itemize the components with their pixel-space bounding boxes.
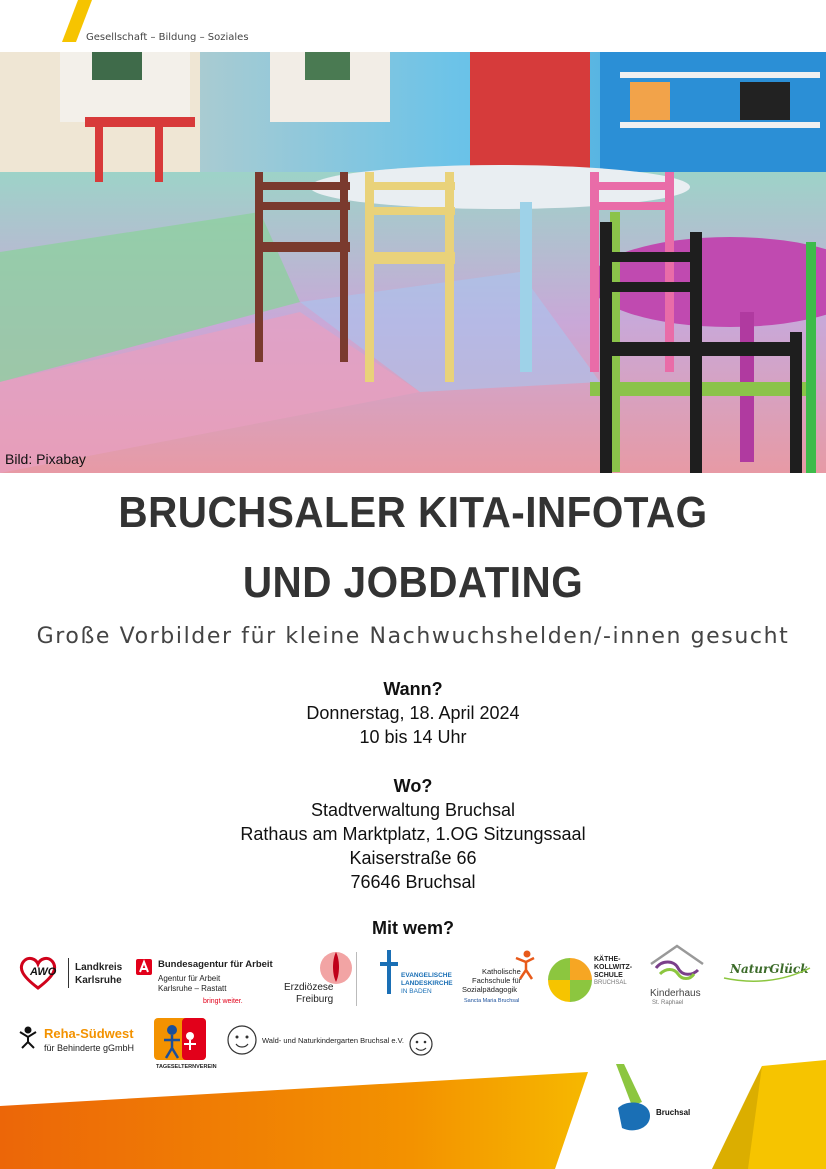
arbeitsagentur-logo <box>136 956 276 1008</box>
kinderhaus-logo <box>646 944 708 1008</box>
katholisch-line3: Sozialpädagogik <box>462 985 518 994</box>
reha-line1: Reha-Südwest <box>44 1026 134 1041</box>
venue-room: Rathaus am Marktplatz, 1.OG Sitzungssaal <box>240 824 586 844</box>
title-line-2: UND JOBDATING <box>242 558 584 607</box>
arbeitsagentur-sub1: Agentur für Arbeit <box>158 974 221 983</box>
title-line-1: BRUCHSALER KITA-INFOTAG <box>118 488 708 537</box>
venue-city: 76646 Bruchsal <box>350 872 476 892</box>
tageseltern-text: TAGESELTERNVEREIN <box>156 1064 217 1070</box>
naturglueck-text: NaturGlück <box>730 962 809 976</box>
kaethe-line3: SCHULE <box>594 972 623 979</box>
bruchsal-city-logo <box>612 1062 702 1132</box>
landkreis-line2: Karlsruhe <box>75 975 122 986</box>
when-section <box>0 677 826 749</box>
house-swirl-icon <box>648 944 706 986</box>
header-tagline: Gesellschaft – Bildung – Soziales <box>86 32 249 43</box>
family-figures-icon <box>152 1016 208 1062</box>
kaethe-kollwitz-schule-logo <box>548 956 632 1002</box>
bruchsal-text: Bruchsal <box>656 1108 691 1117</box>
subtitle: Große Vorbilder für kleine Nachwuchshelden/-innen gesucht <box>36 624 790 649</box>
kaethe-line4: BRUCHSAL <box>594 980 627 986</box>
erzdioezese-line1: Erzdiözese <box>284 982 334 993</box>
bruchsal-b-icon <box>612 1062 654 1132</box>
erzdioezese-logo <box>282 948 360 1008</box>
awo-landkreis-logo <box>18 956 128 992</box>
event-time: 10 bis 14 Uhr <box>359 727 467 747</box>
arbeitsagentur-sub2: Karlsruhe – Rastatt <box>158 984 227 993</box>
arbeitsagentur-name: Bundesagentur für Arbeit <box>158 959 273 970</box>
katholisch-line1: Katholische <box>482 967 521 976</box>
katholische-fachschule-logo <box>462 950 540 1008</box>
waldkiga-text: Wald- und Naturkindergarten Bruchsal e.V. <box>262 1036 405 1045</box>
evangelisch-line3: IN BADEN <box>401 988 432 995</box>
kinderhaus-line2: St. Raphael <box>652 1000 684 1006</box>
evangelisch-line1: EVANGELISCHE <box>401 972 452 979</box>
photo-credit: Bild: Pixabay <box>5 451 86 467</box>
kita-photo <box>0 52 826 473</box>
kaethe-quarter-circles-icon <box>548 958 592 1002</box>
partners-heading: Mit wem? <box>371 918 454 938</box>
erzdioezese-flame-icon <box>314 950 358 984</box>
landkreis-line1: Landkreis <box>75 962 123 973</box>
bottom-color-band <box>0 1060 826 1169</box>
cross-icon <box>380 950 398 994</box>
child-face-icon <box>406 1026 436 1062</box>
partners-section <box>0 916 826 940</box>
awo-text: AWO <box>30 966 57 978</box>
erzdioezese-line2: Freiburg <box>296 994 334 1005</box>
when-heading: Wann? <box>383 679 443 699</box>
evangelische-landeskirche-logo <box>380 950 453 1002</box>
katholisch-line2: Fachschule für <box>472 976 522 985</box>
where-heading: Wo? <box>393 776 433 796</box>
katholisch-line4: Sancta Maria Bruchsal <box>464 998 520 1004</box>
jumping-person-icon <box>18 1026 38 1050</box>
leaf-swoosh-icon <box>722 956 812 986</box>
venue-street: Kaiserstraße 66 <box>349 848 477 868</box>
reha-line2: für Behinderte gGmbH <box>44 1043 135 1053</box>
event-date: Donnerstag, 18. April 2024 <box>306 703 520 723</box>
where-section <box>0 774 826 894</box>
kaethe-line1: KÄTHE- <box>594 956 621 963</box>
naturglueck-logo <box>722 956 812 986</box>
kaethe-line2: KOLLWITZ- <box>594 964 633 971</box>
arbeitsagentur-slogan: bringt weiter. <box>203 998 243 1005</box>
kinderhaus-line1: Kinderhaus <box>650 988 701 999</box>
venue-name: Stadtverwaltung Bruchsal <box>310 800 516 820</box>
sun-face-icon <box>224 1022 260 1058</box>
arbeitsagentur-a-icon <box>136 959 152 975</box>
reha-suedwest-logo <box>16 1024 140 1058</box>
evangelisch-line2: LANDESKIRCHE <box>401 980 453 987</box>
